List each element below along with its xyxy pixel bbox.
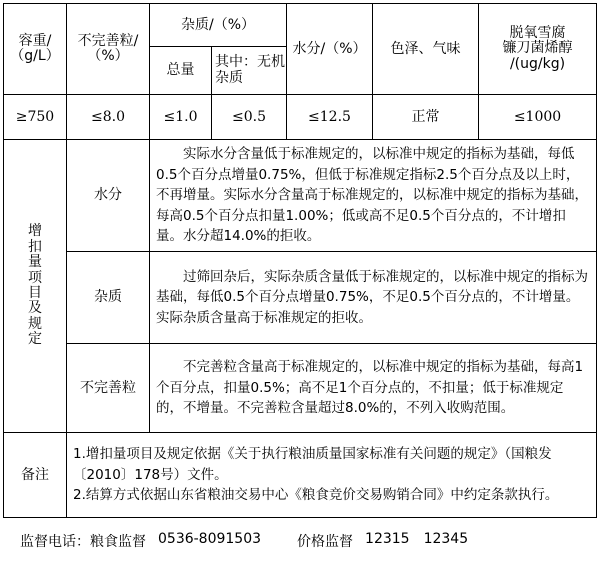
deduction-label-char: 项: [28, 269, 42, 286]
deduction-item-imperfect-text: [149, 343, 597, 433]
deduction-item-impurity-text: [149, 251, 597, 344]
value-impurity-total: ≤1.0: [149, 94, 212, 140]
header-imperfect-line1: 不完善粒/: [77, 32, 139, 49]
value-imperfect-grain: ≤8.0: [66, 94, 150, 140]
wheat-quality-table: [3, 3, 597, 518]
deduction-label-char: 量: [28, 254, 42, 271]
header-test-weight-line2: （g/L）: [10, 48, 60, 64]
hotline-label: 监督电话：: [20, 534, 90, 550]
header-test-weight-line1: 容重/: [18, 32, 52, 49]
header-don-line2: 镰刀菌烯醇: [502, 40, 573, 57]
deduction-moisture-paragraph: 实际水分含量低于标准规定的，以标准中规定的指标为基础，每低0.5个百分点增量0.75%，但低于标准规定指标2.5个百分点及以上时，不再增量。实际水分含量高于标准规定的，以标准中规定的指标为基础，每高0.5个百分点扣量1.00%；低或高不足0.5个百分点的，不计增扣量。水分超14.0%的拒收。: [156, 146, 588, 245]
deduction-label-char: 目: [28, 285, 42, 301]
deduction-label-char: 及: [28, 300, 42, 317]
value-don: ≤1000: [478, 94, 597, 140]
deduction-label: [3, 139, 67, 433]
deduction-item-moisture-text: [149, 139, 597, 252]
header-inorganic-line1: 其中：无机: [215, 54, 285, 71]
header-imperfect-line2: （%）: [87, 48, 129, 64]
hotline-grain-number: 0536-8091503: [158, 531, 262, 547]
header-impurity-inorganic: [211, 46, 287, 95]
value-impurity-inorganic: ≤0.5: [211, 94, 287, 140]
header-impurity-group: 杂质/（%）: [149, 3, 287, 47]
deduction-impurity-paragraph: 过筛回杂后，实际杂质含量低于标准规定的，以标准中规定的指标为基础，每低0.5个百分点增量0.75%，不足0.5个百分点的，不计增量。实际杂质含量高于标准规定的拒收。: [156, 268, 588, 326]
deduction-item-impurity-name: 杂质: [66, 251, 150, 344]
deduction-imperfect-paragraph: 不完善粒含量高于标准规定的，以标准中规定的指标为基础，每高1个百分点，扣量0.5%；高不足1个百分点的，不扣量；低于标准规定的，不增量。不完善粒含量超过8.0%的，不列入收购范围。: [156, 359, 584, 417]
header-impurity-total: 总量: [149, 46, 212, 95]
deduction-label-char: 规: [28, 315, 42, 332]
remarks-content: [66, 432, 597, 518]
supervision-hotline: [20, 531, 468, 551]
header-inorganic-line2: 杂质: [215, 69, 243, 86]
hotline-grain-label: 粮食监督: [90, 534, 146, 550]
deduction-label-char: 扣: [28, 238, 42, 255]
hotline-price-label: 价格监督: [297, 534, 354, 550]
header-don-line1: 脱氧雪腐: [509, 24, 566, 41]
header-moisture: 水分/（%）: [286, 3, 373, 95]
remarks-line-2: 2.结算方式依据山东省粮油交易中心《粮食竞价交易购销合同》中约定条款执行。: [73, 487, 559, 504]
value-color-smell: 正常: [372, 94, 479, 140]
header-test-weight: [3, 3, 67, 95]
hotline-price-number-1: 12315: [365, 531, 410, 547]
remarks-label: 备注: [3, 432, 67, 518]
header-don: [478, 3, 597, 95]
header-don-line3: /(ug/kg): [509, 55, 566, 72]
remarks-line-1: 1.增扣量项目及规定依据《关于执行粮油质量国家标准有关问题的规定》（国粮发〔2010〕178号）文件。: [73, 445, 552, 483]
deduction-label-char: 增: [28, 223, 42, 240]
header-imperfect-grain: [66, 3, 150, 95]
deduction-item-moisture-name: 水分: [66, 139, 150, 252]
value-moisture: ≤12.5: [286, 94, 373, 140]
header-color-smell: 色泽、气味: [372, 3, 479, 95]
deduction-label-char: 定: [28, 331, 42, 348]
deduction-item-imperfect-name: 不完善粒: [66, 343, 150, 433]
hotline-price-number-2: 12345: [423, 531, 469, 547]
value-test-weight: ≥750: [3, 94, 67, 140]
